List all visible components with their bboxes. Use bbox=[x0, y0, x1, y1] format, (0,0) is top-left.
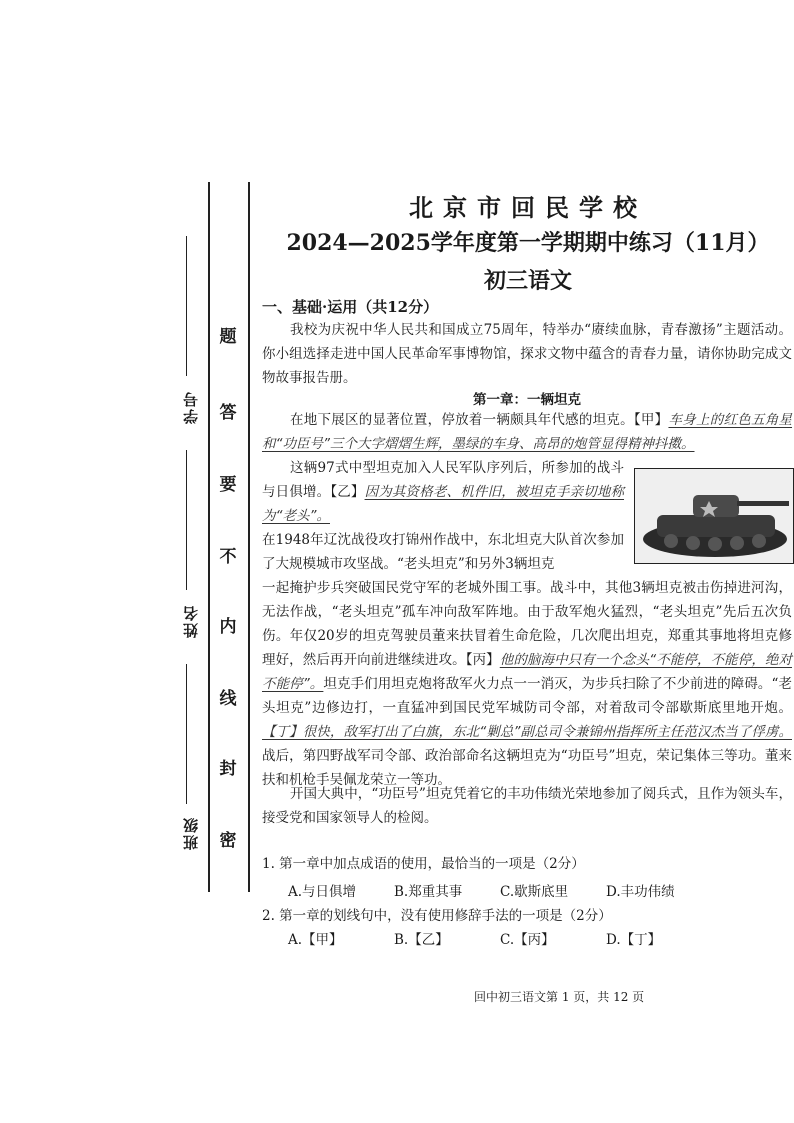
option-a: A.【甲】 bbox=[288, 932, 343, 948]
question-1-stem: 1. 第一章中加点成语的使用，最恰当的一项是（2分） bbox=[262, 856, 585, 872]
paragraph-text: 战后，第四野战军司令部、政治部命名这辆坦克为“功臣号”坦克，荣记集体三等功。董来扶和机枪手吴佩龙荣立一等功。 bbox=[262, 748, 792, 788]
binding-notice-char: 答 bbox=[219, 403, 237, 423]
chapter-paragraph-2-cont bbox=[262, 528, 624, 576]
option-c: C.歇斯底里 bbox=[500, 884, 569, 900]
class-fill-line bbox=[186, 664, 187, 804]
page-footer: 回中初三语文第 1 页，共 12 页 bbox=[474, 990, 645, 1004]
question-2-options bbox=[288, 928, 712, 948]
option-d: D.丰功伟绩 bbox=[606, 884, 675, 900]
exam-title: 2024—2025学年度第一学期期中练习（11月） bbox=[286, 230, 770, 256]
student-id-label: 学号 bbox=[182, 390, 200, 424]
paragraph-text: 在地下展区的显著位置，停放着一辆颇具年代感的坦克。【甲】 bbox=[290, 412, 669, 428]
option-b: B.【乙】 bbox=[394, 932, 449, 948]
paragraph-text: 坦克手们用坦克炮将敌军火力点一一消灭，为步兵扫除了不少前进的障碍。“老头坦克”边修边打，一直猛冲到国民党军城防司令部，对着敌司令部歇斯底里地开炮。 bbox=[262, 676, 792, 716]
paragraph-text: 这辆97式中型坦克加入人民军队序列后，所参加的战斗与日俱增。【乙】 bbox=[262, 460, 624, 500]
binding-line-left bbox=[208, 182, 210, 892]
name-fill-line bbox=[186, 450, 187, 590]
option-a: A.与日俱增 bbox=[288, 884, 357, 900]
subject-title: 初三语文 bbox=[483, 268, 572, 294]
paragraph-text: 在1948年辽沈战役攻打锦州作战中，东北坦克大队首次参加了大规模城市攻坚战。“老头坦克”和另外3辆坦克 bbox=[262, 532, 624, 572]
binding-notice-char: 题 bbox=[219, 327, 237, 347]
question-2-stem: 2. 第一章的划线句中，没有使用修辞手法的一项是（2分） bbox=[262, 908, 612, 924]
underlined-sentence-bing: 他的脑海中只有一个念头“不能停，不能停，绝对不能停”。 bbox=[262, 652, 792, 692]
binding-notice-char: 封 bbox=[219, 759, 237, 779]
question-1-options bbox=[288, 880, 712, 900]
chapter-paragraph-2-body bbox=[262, 576, 792, 792]
chapter-paragraph-3: 开国大典中，“功臣号”坦克凭着它的丰功伟绩光荣地参加了阅兵式，且作为领头车，接受党和国家领导人的检阅。 bbox=[262, 786, 792, 826]
chapter-paragraph-2 bbox=[262, 456, 624, 528]
paragraph-text: 一起掩护步兵突破国民党守军的老城外围工事。战斗中，其他3辆坦克被击伤掉进河沟，无法作战，“老头坦克”孤车冲向敌军阵地。由于敌军炮火猛烈，“老头坦克”先后五次负伤。年仅20岁的坦克驾驶员董来扶冒着生命危险，几次爬出坦克，郑重其事地将坦克修理好，然后再开向前进继续进攻。【丙】 bbox=[262, 580, 792, 668]
name-label: 姓名 bbox=[182, 604, 200, 638]
option-d: D.【丁】 bbox=[606, 932, 662, 948]
section-heading: 一、基础·运用（共12分） bbox=[262, 298, 439, 316]
binding-notice-char: 密 bbox=[219, 831, 237, 851]
tank-icon bbox=[635, 469, 793, 563]
binding-line-right bbox=[248, 182, 250, 892]
option-c: C.【丙】 bbox=[500, 932, 555, 948]
tank-photo bbox=[634, 468, 794, 564]
binding-notice-char: 要 bbox=[219, 475, 237, 495]
chapter-title: 第一章：一辆坦克 bbox=[473, 392, 581, 408]
underlined-sentence-yi: 因为其资格老、机件旧，被坦克手亲切地称为“老头”。 bbox=[262, 484, 625, 524]
option-b: B.郑重其事 bbox=[394, 884, 463, 900]
class-label: 班级 bbox=[182, 816, 200, 850]
section-intro: 我校为庆祝中华人民共和国成立75周年，特举办“赓续血脉，青春激扬”主题活动。你小组选择走进中国人民革命军事博物馆，探求文物中蕴含的青春力量，请你协助完成文物故事报告册。 bbox=[262, 322, 792, 386]
school-name: 北京市回民学校 bbox=[409, 193, 647, 222]
binding-notice-char: 线 bbox=[219, 689, 237, 709]
binding-notice-char: 内 bbox=[219, 617, 237, 637]
binding-notice-char: 不 bbox=[219, 547, 237, 567]
chapter-paragraph-1 bbox=[262, 408, 792, 456]
underlined-sentence-jia: 车身上的红色五角星和“功臣号”三个大字熠熠生辉，墨绿的车身、高昂的炮管显得精神抖擞。 bbox=[262, 412, 793, 452]
student-id-fill-line bbox=[186, 236, 187, 376]
underlined-sentence-ding: 【丁】很快，敌军打出了白旗，东北“剿总”副总司令兼锦州指挥所主任范汉杰当了俘虏。 bbox=[262, 724, 792, 740]
